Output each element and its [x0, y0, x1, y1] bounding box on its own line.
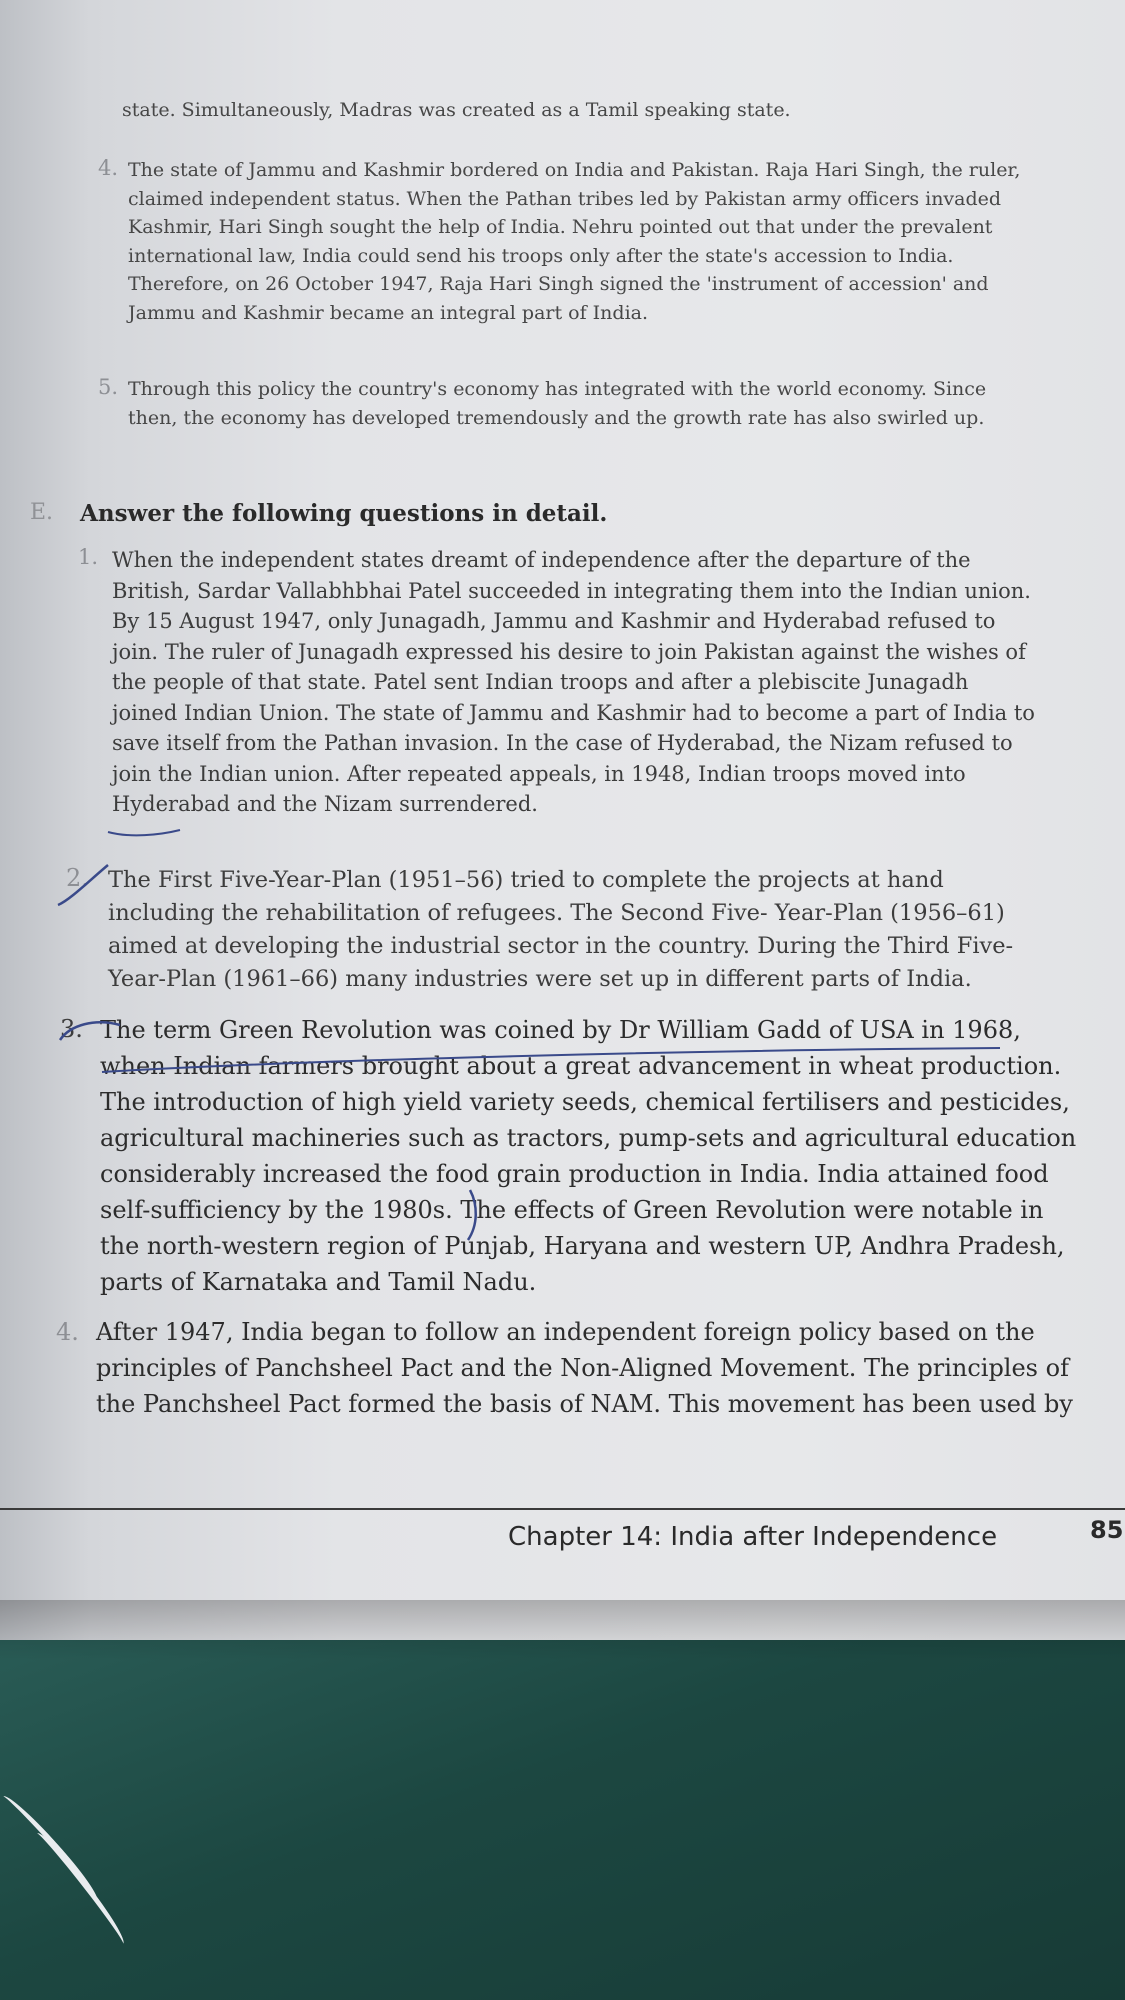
- chapter-title: Chapter 14: India after Independence: [508, 1522, 998, 1552]
- paragraph-number: 5.: [98, 375, 119, 399]
- page-shadow: [0, 1600, 1125, 1660]
- answer-1: When the independent states dreamt of independence after the departure of the British, Sardar Vallabhbhai Patel succeeded in integrating them into the Indian union. By 15 August 1947, only Junagadh, Jammu and Kashmir and Hyderabad refused to join. The ruler of Junagadh expressed his desire to join Pakistan against the wishes of the people of that state. Patel sent Indian troops and after a plebiscite Junagadh joined Indian Union. The state of Jammu and Kashmir had to become a part of India to save itself from the Pathan invasion. In the case of Hyderabad, the Nizam refused to join the Indian union. After repeated appeals, in 1948, Indian troops moved into Hyderabad and the Nizam surrendered.: [112, 548, 1035, 816]
- intro-paragraph-5: Through this policy the country's economy has integrated with the world economy. Since then, the economy has developed tremendously and the growth rate has also swirled up.: [128, 378, 987, 429]
- background-cloth: [0, 1600, 1125, 2000]
- page-number: 85: [1090, 1516, 1124, 1544]
- paragraph-number: 4.: [98, 156, 119, 180]
- section-letter: E.: [30, 500, 54, 525]
- intro-paragraph-continued: state. Simultaneously, Madras was created as a Tamil speaking state.: [122, 99, 791, 121]
- answer-4: After 1947, India began to follow an independent foreign policy based on the principles of Panchsheel Pact and the Non-Aligned Movement. The principles of the Panchsheel Pact formed the basis of NAM. This movement has been used by: [96, 1318, 1073, 1418]
- answer-number: 2.: [66, 864, 89, 892]
- answer-number: 3.: [60, 1015, 83, 1043]
- section-title: Answer the following questions in detail.: [80, 500, 608, 527]
- footer-rule: [0, 1508, 1125, 1510]
- answer-3: The term Green Revolution was coined by Dr William Gadd of USA in 1968, when Indian farmers brought about a great advancement in wheat production. The introduction of high yield variety seeds, chemical fertilisers and pesticides, agricultural machineries such as tractors, pump-sets and agricultural education considerably increased the food grain production in India. India attained food self-sufficiency by the 1980s. The effects of Green Revolution were notable in the north-western region of Punjab, Haryana and western UP, Andhra Pradesh, parts of Karnataka and Tamil Nadu.: [100, 1016, 1077, 1296]
- intro-paragraph-4: The state of Jammu and Kashmir bordered on India and Pakistan. Raja Hari Singh, the ruler, claimed independent status. When the Pathan tribes led by Pakistan army officers invaded Kashmir, Hari Singh sought the help of India. Nehru pointed out that under the prevalent international law, India could send his troops only after the state's accession to India. Therefore, on 26 October 1947, Raja Hari Singh signed the 'instrument of accession' and Jammu and Kashmir became an integral part of India.: [128, 159, 1021, 324]
- answer-number: 1.: [78, 545, 99, 569]
- answer-2: The First Five-Year-Plan (1951–56) tried to complete the projects at hand including the rehabilitation of refugees. The Second Five- Year-Plan (1956–61) aimed at developing the industrial sector in the country. During the Third Five-Year-Plan (1961–66) many industries were set up in different parts of India.: [108, 867, 1014, 992]
- answer-number: 4.: [56, 1318, 79, 1346]
